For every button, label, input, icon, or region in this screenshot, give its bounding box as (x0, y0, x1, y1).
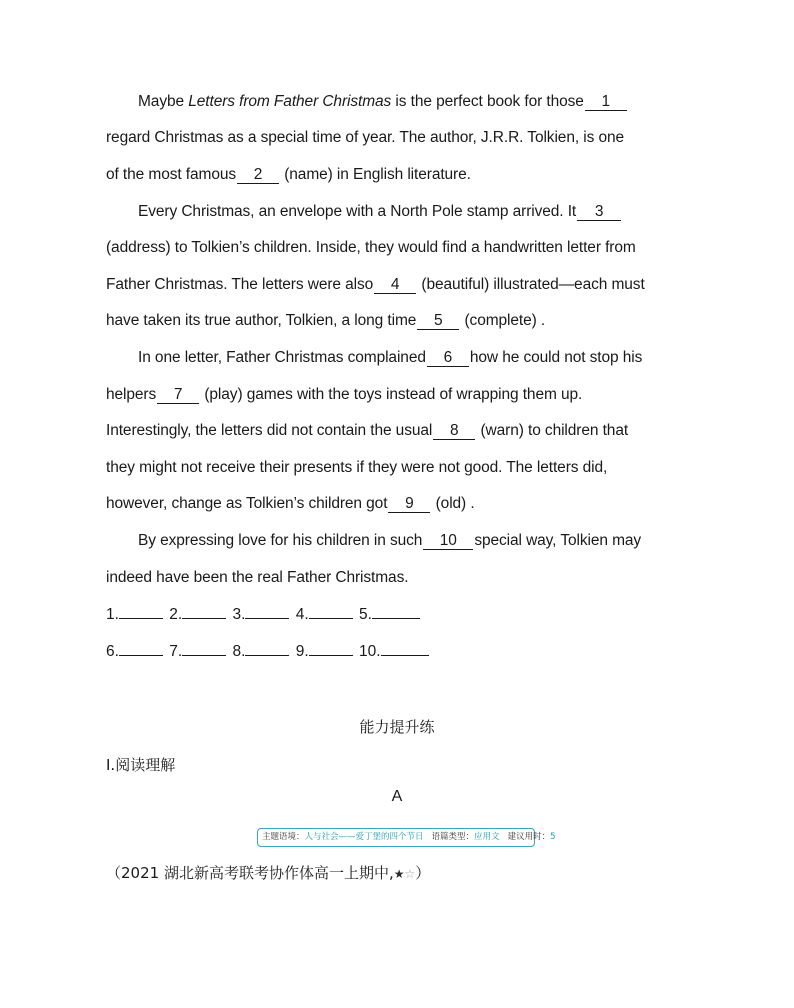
text: (complete) . (460, 312, 546, 329)
context-tag (257, 828, 556, 847)
answer-item (169, 641, 226, 662)
answer-blank-7[interactable] (182, 641, 226, 656)
answer-number: 9. (295, 643, 309, 660)
tag-key: 建议用时： (507, 832, 551, 842)
blank-1[interactable]: 1 (585, 93, 627, 111)
answer-item (359, 641, 429, 662)
tag-key: 语篇类型： (431, 832, 475, 842)
answer-blank-6[interactable] (119, 641, 163, 656)
text: (beautiful) illustrated—each must (417, 276, 645, 293)
answer-item (106, 604, 163, 625)
blank-3[interactable]: 3 (577, 203, 621, 221)
blank-2[interactable]: 2 (237, 166, 279, 184)
source-text: （2021 湖北新高考联考协作体高一上期中, (106, 864, 394, 882)
answer-item (233, 604, 290, 625)
passage-line: indeed have been the real Father Christmas. (106, 569, 409, 586)
tag-value: 应用文 (474, 832, 500, 842)
text: is the perfect book for those (391, 93, 584, 110)
answer-blank-3[interactable] (245, 604, 289, 619)
answer-row-2 (106, 641, 431, 662)
text: however, change as Tolkien’s children got (106, 495, 388, 512)
blank-7[interactable]: 7 (157, 386, 199, 404)
text: By expressing love for his children in such (138, 532, 423, 549)
answer-number: 5. (359, 606, 372, 623)
blank-4[interactable]: 4 (374, 276, 416, 294)
answer-blank-10[interactable] (381, 641, 429, 656)
passage-line (106, 275, 696, 295)
blank-6[interactable]: 6 (427, 349, 469, 367)
answer-blank-5[interactable] (372, 604, 420, 619)
passage-line (138, 531, 728, 551)
answer-blank-4[interactable] (309, 604, 353, 619)
passage-line (106, 385, 696, 405)
answer-blank-8[interactable] (245, 641, 289, 656)
answer-number: 2. (169, 606, 183, 623)
passage-letter: A (391, 788, 403, 805)
answer-blank-9[interactable] (309, 641, 353, 656)
source-note (106, 862, 430, 883)
text: Interestingly, the letters did not contain the usual (106, 422, 433, 439)
tag-value: 人与社会——爱丁堡的四个节日 (304, 832, 424, 842)
tag-key: 主题语境： (262, 832, 305, 842)
passage-line (138, 202, 728, 222)
blank-10[interactable]: 10 (423, 532, 473, 550)
text: (play) games with the toys instead of wrapping them up. (200, 386, 583, 403)
answer-row-1 (106, 604, 422, 625)
difficulty-stars-icon: ★☆ (393, 866, 416, 881)
answer-number: 8. (232, 643, 246, 660)
passage-line (106, 165, 696, 185)
passage-line (138, 92, 728, 112)
passage-line: (address) to Tolkien’s children. Inside, they would find a handwritten letter from (106, 239, 636, 256)
section-title: 能力提升练 (359, 718, 435, 736)
answer-blank-2[interactable] (182, 604, 226, 619)
text: how he could not stop his (469, 349, 643, 366)
passage-line: they might not receive their presents if they were not good. The letters did, (106, 459, 608, 476)
blank-8[interactable]: 8 (433, 422, 475, 440)
blank-9[interactable]: 9 (388, 495, 430, 513)
answer-number: 3. (232, 606, 246, 623)
text: have taken its true author, Tolkien, a long time (106, 312, 417, 329)
text: Maybe (138, 93, 189, 110)
source-close: ） (415, 864, 431, 882)
text: Father Christmas. The letters were also (106, 276, 374, 293)
passage-line (106, 494, 696, 514)
text: special way, Tolkien may (474, 532, 642, 549)
text: (name) in English literature. (280, 166, 471, 183)
answer-item (233, 641, 290, 662)
answer-item (296, 641, 353, 662)
blank-5[interactable]: 5 (417, 312, 459, 330)
book-title: Letters from Father Christmas (188, 93, 392, 110)
passage-line (138, 348, 728, 368)
answer-number: 1. (106, 606, 119, 623)
answer-item (296, 604, 353, 625)
text: helpers (106, 386, 157, 403)
tag-value: 5 (550, 832, 556, 842)
answer-item (169, 604, 226, 625)
text: of the most famous (106, 166, 237, 183)
passage-line: regard Christmas as a special time of year. The author, J.R.R. Tolkien, is one (106, 129, 625, 146)
text: In one letter, Father Christmas complained (138, 349, 426, 366)
text: (old) . (431, 495, 475, 512)
passage-line (106, 421, 696, 441)
answer-number: 4. (295, 606, 309, 623)
passage-line (106, 311, 696, 331)
answer-number: 6. (106, 643, 119, 660)
part-heading: Ⅰ.阅读理解 (106, 756, 176, 774)
answer-item (359, 604, 420, 625)
answer-number: 10. (359, 643, 381, 660)
text: Every Christmas, an envelope with a North Pole stamp arrived. It (138, 203, 577, 220)
answer-number: 7. (169, 643, 183, 660)
answer-blank-1[interactable] (119, 604, 163, 619)
text: (warn) to children that (476, 422, 629, 439)
answer-item (106, 641, 163, 662)
